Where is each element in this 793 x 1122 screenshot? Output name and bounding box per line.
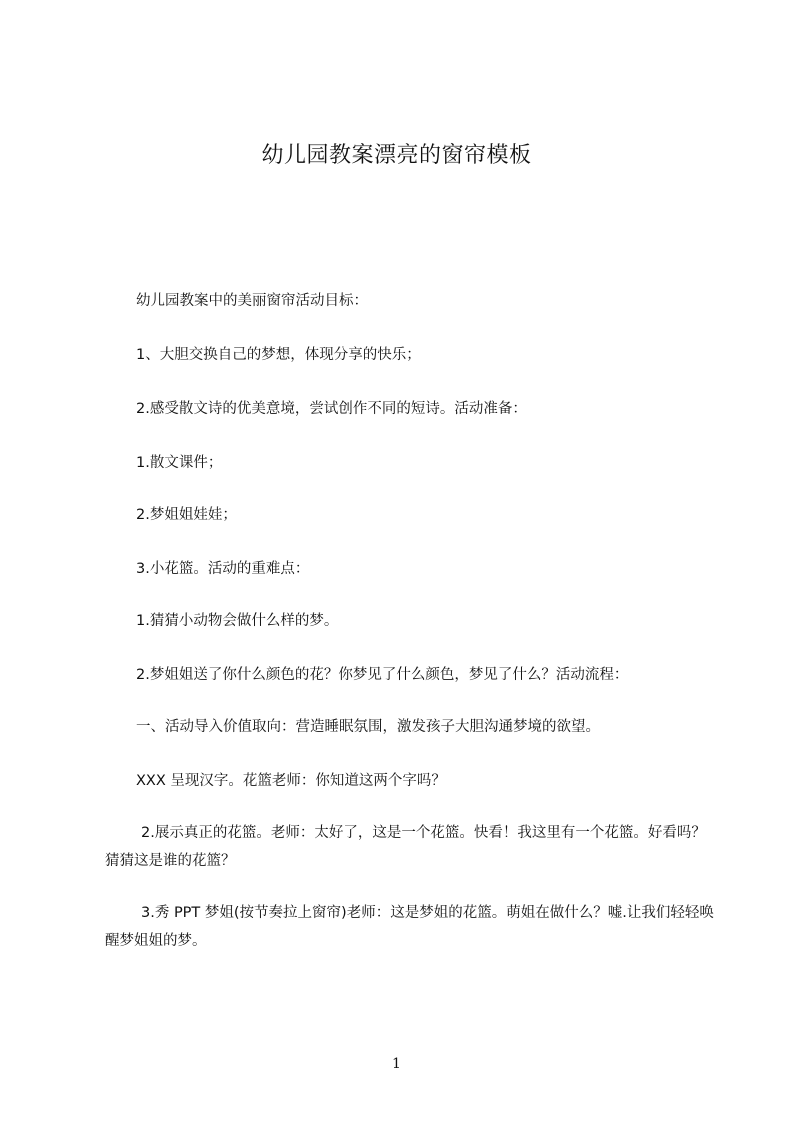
document-title: 幼儿园教案漂亮的窗帘模板 xyxy=(261,143,532,168)
paragraph-step-2: 2.展示真正的花篮。老师：太好了，这是一个花篮。快看！我这里有一个花篮。好看吗？猜猜这是谁的花篮？ xyxy=(105,825,706,869)
paragraph-goal-2: 2.感受散文诗的优美意境，尝试创作不同的短诗。活动准备： xyxy=(136,401,527,417)
paragraph-step-3: 3.秀 PPT 梦姐(按节奏拉上窗帘)老师：这是梦姐的花篮。萌姐在做什么？嘘.让我们轻轻唤醒梦姐姐的梦。 xyxy=(105,905,714,949)
paragraph-activity-goals: 幼儿园教案中的美丽窗帘活动目标： xyxy=(136,293,368,309)
paragraph-prep-2: 2.梦姐姐娃娃； xyxy=(136,507,237,523)
paragraph-intro-section: 一、活动导入价值取向：营造睡眠氛围，激发孩子大胆沟通梦境的欲望。 xyxy=(136,719,600,735)
paragraph-key-point-1: 1.猜猜小动物会做什么样的梦。 xyxy=(136,613,339,629)
paragraph-goal-1: 1、大胆交换自己的梦想，体现分享的快乐； xyxy=(136,347,421,363)
paragraph-prep-1: 1.散文课件； xyxy=(136,455,223,471)
paragraph-step-1: XXX 呈现汉字。花篮老师：你知道这两个字吗？ xyxy=(136,773,446,789)
paragraph-prep-3: 3.小花篮。活动的重难点： xyxy=(136,561,310,577)
paragraph-key-point-2: 2.梦姐姐送了你什么颜色的花？你梦见了什么颜色，梦见了什么？活动流程： xyxy=(136,667,629,683)
page-number: 1 xyxy=(392,1056,401,1072)
